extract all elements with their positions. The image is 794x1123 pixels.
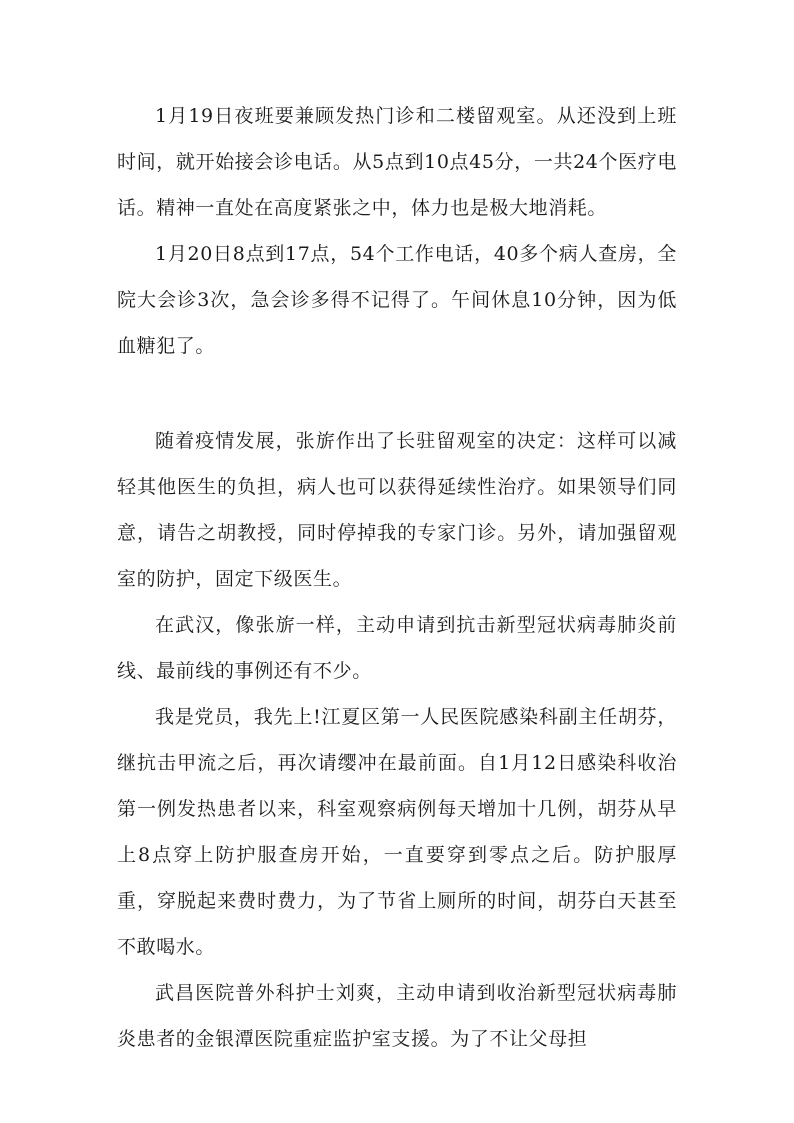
paragraph-jan-20: 1月20日8点到17点，54个工作电话，40多个病人查房，全院大会诊3次，急会诊多得不记得了。午间休息10分钟，因为低血糖犯了。 [117,243,677,357]
paragraph-observation-room: 随着疫情发展，张旂作出了长驻留观室的决定：这样可以减轻其他医生的负担，病人也可以获得延续性治疗。如果领导们同意，请告之胡教授，同时停掉我的专家门诊。另外，请加强留观室的防护，固定下级医生。 [117,430,677,590]
document-page [117,93,677,1062]
paragraph-spacer [117,369,677,418]
paragraph-liu-shuang: 武昌医院普外科护士刘爽，主动申请到收治新型冠状病毒肺炎患者的金银潭医院重症监护室支援。为了不让父母担 [117,982,677,1050]
paragraph-wuhan-examples: 在武汉，像张旂一样，主动申请到抗击新型冠状病毒肺炎前线、最前线的事例还有不少。 [117,614,677,682]
paragraph-hu-fen: 我是党员，我先上!江夏区第一人民医院感染科副主任胡芬，继抗击甲流之后，再次请缨冲在最前面。自1月12日感染科收治第一例发热患者以来，科室观察病例每天增加十几例，胡芬从早上8点穿上防护服查房开始，一直要穿到零点之后。防护服厚重，穿脱起来费时费力，为了节省上厕所的时间，胡芬白天甚至不敢喝水。 [117,706,677,958]
paragraph-night-shift: 1月19日夜班要兼顾发热门诊和二楼留观室。从还没到上班时间，就开始接会诊电话。从5点到10点45分，一共24个医疗电话。精神一直处在高度紧张之中，体力也是极大地消耗。 [117,105,677,219]
